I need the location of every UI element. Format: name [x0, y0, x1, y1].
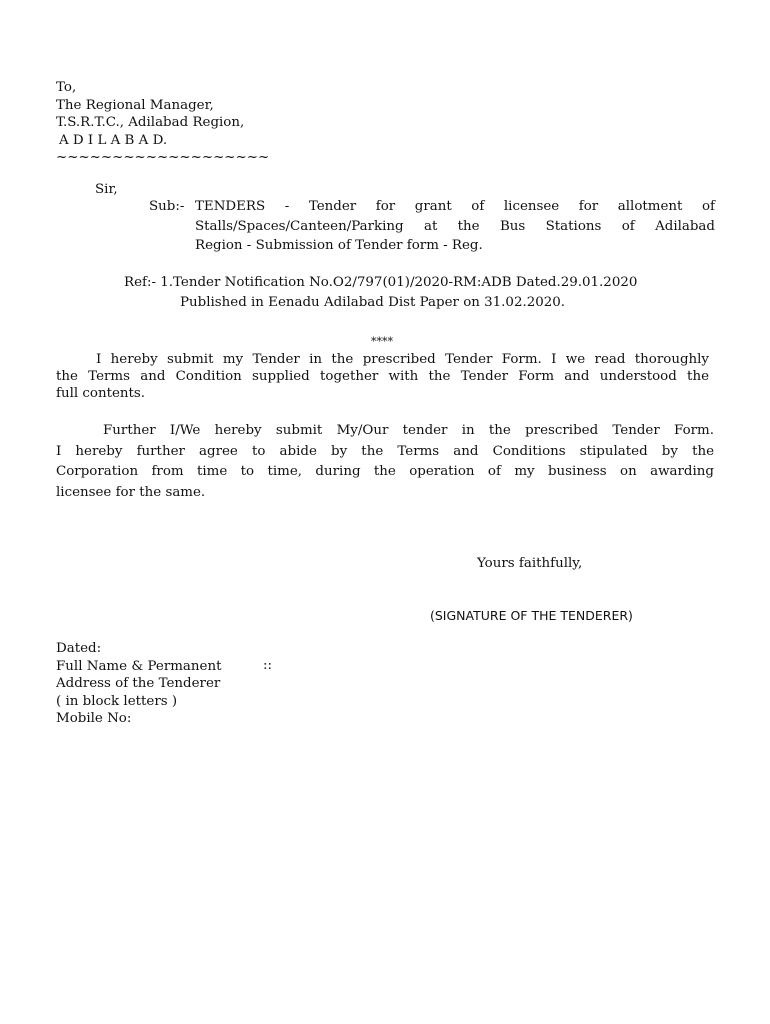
paragraph-2-line-4: licensee for the same.: [56, 484, 206, 500]
subject-label: Sub:-: [149, 199, 185, 214]
subject-line-2: Stalls/Spaces/Canteen/Parking at the Bus Stations of Adilabad: [195, 218, 715, 234]
name-label-line-1: Full Name & Permanent: [56, 658, 222, 674]
paragraph-1-line-3: full contents.: [56, 386, 146, 401]
address-line-2: T.S.R.T.C., Adilabad Region,: [56, 115, 245, 130]
section-separator: ****: [371, 335, 393, 348]
name-label-line-3: ( in block letters ): [56, 693, 178, 709]
recipient-address: [56, 79, 269, 167]
salutation: Sir,: [95, 182, 118, 197]
dated-label: Dated:: [56, 641, 102, 656]
paragraph-2: [56, 422, 714, 504]
paragraph-1-line-2: the Terms and Condition supplied together with the Tender Form and understood the: [56, 369, 709, 384]
paragraph-2-line-1: Further I/We hereby submit My/Our tender in the prescribed Tender Form.: [103, 423, 714, 438]
paragraph-2-line-2: I hereby further agree to abide by the Terms and Conditions stipulated by the: [56, 443, 714, 459]
subject-line-3: Region - Submission of Tender form - Reg.: [195, 238, 483, 253]
name-label-line-2: Address of the Tenderer: [56, 676, 221, 691]
reference-line-1: Ref:- 1.Tender Notification No.O2/797(01)/2020-RM:ADB Dated.29.01.2020: [124, 275, 638, 290]
address-line-1: The Regional Manager,: [56, 97, 214, 113]
address-to: To,: [56, 80, 77, 95]
paragraph-1: [56, 351, 709, 402]
tenderer-details: [56, 640, 221, 728]
name-field-separator: ::: [263, 658, 273, 673]
subject-text: [195, 198, 715, 257]
address-line-3: A D I L A B A D.: [59, 132, 168, 148]
signature-label: (SIGNATURE OF THE TENDERER): [430, 608, 633, 623]
mobile-label: Mobile No:: [56, 711, 132, 726]
subject-line-1: TENDERS - Tender for grant of licensee for allotment of: [195, 199, 715, 214]
closing: Yours faithfully,: [477, 556, 583, 571]
address-rule: ~~~~~~~~~~~~~~~~~~~: [56, 150, 270, 165]
paragraph-2-line-3: Corporation from time to time, during the operation of my business on awarding: [56, 464, 714, 479]
reference-line-2: Published in Eenadu Adilabad Dist Paper on 31.02.2020.: [180, 295, 566, 310]
paragraph-1-line-1: I hereby submit my Tender in the prescribed Tender Form. I we read thoroughly: [96, 352, 709, 367]
